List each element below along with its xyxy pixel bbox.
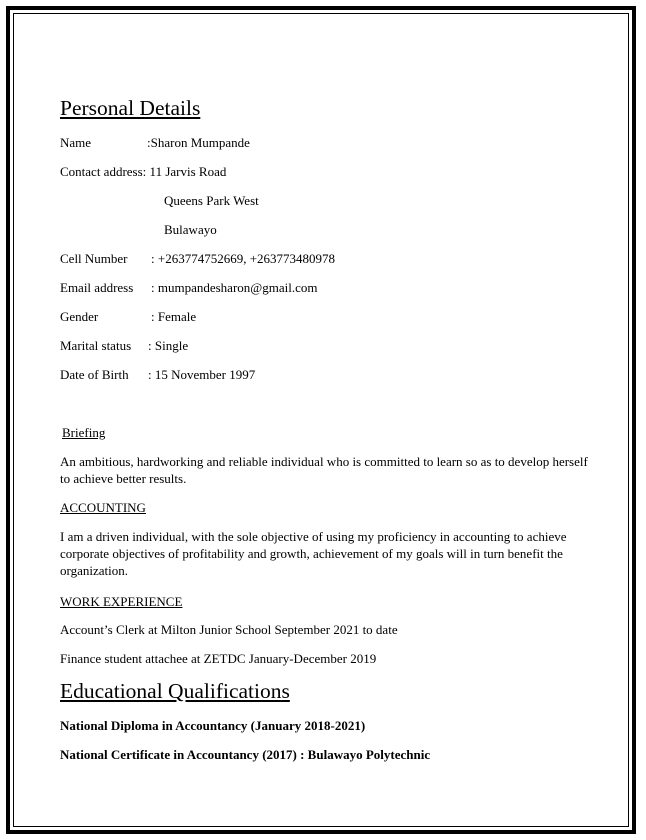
accounting-text: I am a driven individual, with the sole objective of using my proficiency in accounting to achieve corporate objectives of profitability and growth, achievement of my goals will in turn benefit the organization. bbox=[60, 529, 567, 578]
gender-label: Gender bbox=[60, 309, 99, 324]
cell-label: Cell Number bbox=[60, 251, 128, 266]
work-item: Account’s Clerk at Milton Junior School September 2021 to date bbox=[60, 622, 398, 637]
dob-label: Date of Birth bbox=[60, 367, 129, 382]
briefing-heading: Briefing bbox=[62, 425, 106, 440]
marital-label: Marital status bbox=[60, 338, 132, 353]
gender-value: : Female bbox=[151, 309, 197, 324]
contact-line2: Queens Park West bbox=[164, 193, 259, 208]
briefing-text: An ambitious, hardworking and reliable individual who is committed to learn so as to develop herself to achieve better results. bbox=[60, 454, 588, 486]
name-row bbox=[60, 135, 250, 151]
marital-value: : Single bbox=[148, 338, 189, 353]
email-label: Email address bbox=[60, 280, 134, 295]
education-heading: Educational Qualifications bbox=[60, 679, 290, 703]
dob-value: : 15 November 1997 bbox=[148, 367, 256, 382]
education-item: National Diploma in Accountancy (January 2018-2021) bbox=[60, 718, 366, 733]
contact-label: Contact address: bbox=[60, 164, 147, 179]
cell-value: : +263774752669, +263773480978 bbox=[151, 251, 336, 266]
email-row bbox=[60, 280, 318, 296]
accounting-heading: ACCOUNTING bbox=[60, 500, 146, 515]
work-item: Finance student attachee at ZETDC January-December 2019 bbox=[60, 651, 377, 666]
education-item: National Certificate in Accountancy (2017) : Bulawayo Polytechnic bbox=[60, 747, 431, 762]
contact-line3: Bulawayo bbox=[164, 222, 217, 237]
contact-line1: 11 Jarvis Road bbox=[149, 164, 227, 179]
gender-row bbox=[60, 309, 196, 325]
name-label: Name bbox=[60, 135, 92, 150]
dob-row bbox=[60, 367, 255, 383]
work-experience-heading: WORK EXPERIENCE bbox=[60, 594, 183, 609]
cell-row bbox=[60, 251, 335, 267]
email-value: : mumpandesharon@gmail.com bbox=[151, 280, 318, 295]
name-value: :Sharon Mumpande bbox=[147, 135, 250, 150]
contact-row bbox=[60, 164, 226, 180]
marital-row bbox=[60, 338, 188, 354]
personal-details-heading: Personal Details bbox=[60, 96, 201, 120]
